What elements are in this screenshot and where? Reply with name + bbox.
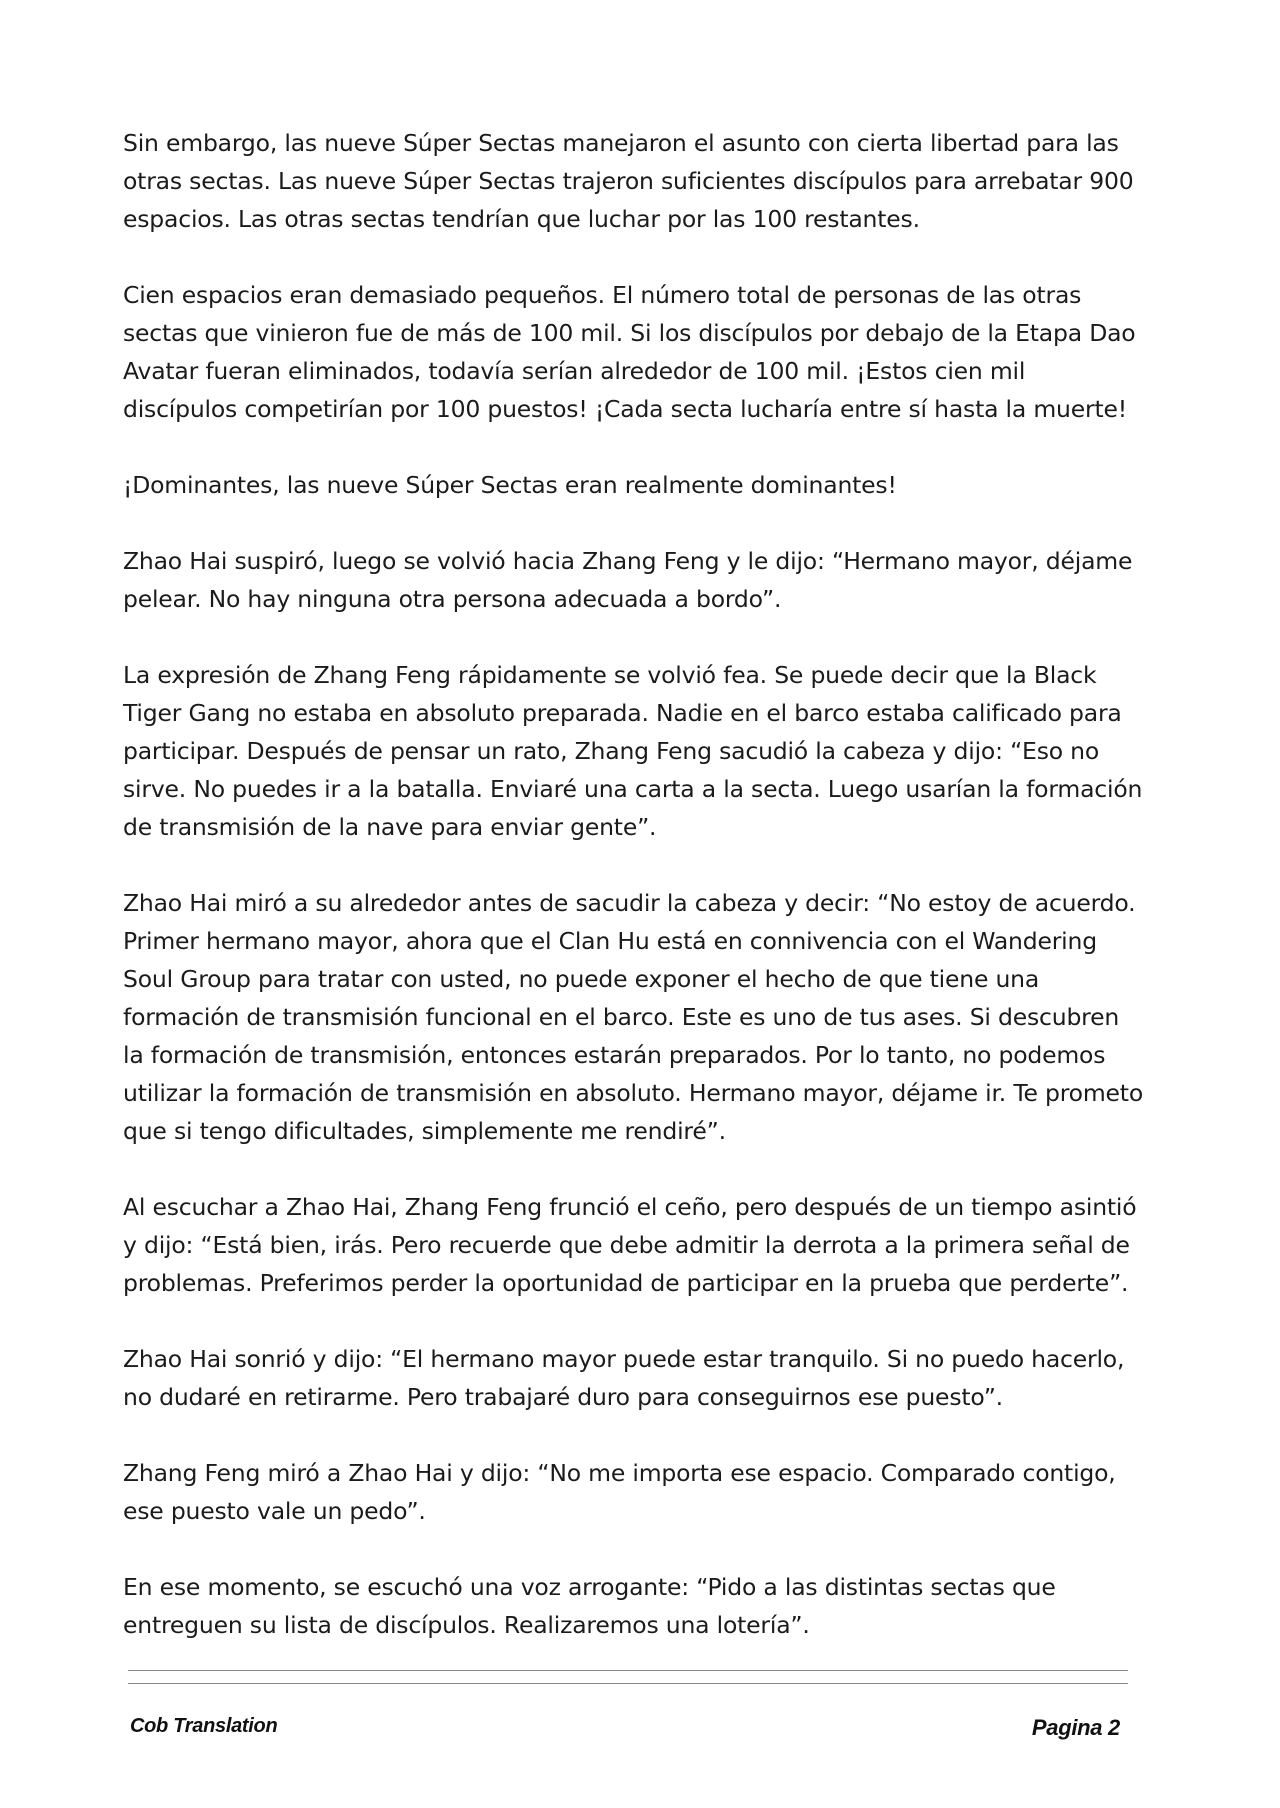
paragraph: ¡Dominantes, las nueve Súper Sectas eran realmente dominantes! xyxy=(123,471,897,499)
footer-translator-name: Cob Translation xyxy=(130,1715,278,1737)
paragraph: Zhao Hai miró a su alrededor antes de sacudir la cabeza y decir: “No estoy de acuerdo. Primer hermano mayor, ahora que el Clan Hu está en connivencia con el Wandering Soul Group para tratar con usted, no puede exponer el hecho de que tiene una formación de transmisión funcional en el barco. Este es uno de tus ases. Si descubren la formación de transmisión, entonces estarán preparados. Por lo tanto, no podemos utilizar la formación de transmisión en absoluto. Hermano mayor, déjame ir. Te prometo que si tengo dificultades, simplemente me rendiré”. xyxy=(123,889,1144,1145)
footer-divider-top xyxy=(128,1670,1128,1671)
footer-page-number: Pagina 2 xyxy=(1031,1715,1120,1740)
paragraph: Zhao Hai suspiró, luego se volvió hacia Zhang Feng y le dijo: “Hermano mayor, déjame pelear. No hay ninguna otra persona adecuada a bordo”. xyxy=(123,547,1133,613)
body-text xyxy=(123,124,1143,1682)
paragraph: La expresión de Zhang Feng rápidamente se volvió fea. Se puede decir que la Black Tiger Gang no estaba en absoluto preparada. Nadie en el barco estaba calificado para participar. Después de pensar un rato, Zhang Feng sacudió la cabeza y dijo: “Eso no sirve. No puedes ir a la batalla. Enviaré una carta a la secta. Luego usarían la formación de transmisión de la nave para enviar gente”. xyxy=(123,661,1143,841)
paragraph: Zhang Feng miró a Zhao Hai y dijo: “No me importa ese espacio. Comparado contigo, ese puesto vale un pedo”. xyxy=(123,1459,1116,1525)
footer-divider-bottom xyxy=(128,1683,1128,1684)
paragraph: Cien espacios eran demasiado pequeños. El número total de personas de las otras sectas que vinieron fue de más de 100 mil. Si los discípulos por debajo de la Etapa Dao Avatar fueran eliminados, todavía serían alrededor de 100 mil. ¡Estos cien mil discípulos competirían por 100 puestos! ¡Cada secta lucharía entre sí hasta la muerte! xyxy=(123,281,1136,423)
paragraph: En ese momento, se escuchó una voz arrogante: “Pido a las distintas sectas que entreguen su lista de discípulos. Realizaremos una lotería”. xyxy=(123,1573,1056,1639)
paragraph: Al escuchar a Zhao Hai, Zhang Feng frunció el ceño, pero después de un tiempo asintió y dijo: “Está bien, irás. Pero recuerde que debe admitir la derrota a la primera señal de problemas. Preferimos perder la oportunidad de participar en la prueba que perderte”. xyxy=(123,1193,1137,1297)
paragraph: Zhao Hai sonrió y dijo: “El hermano mayor puede estar tranquilo. Si no puedo hacerlo, no dudaré en retirarme. Pero trabajaré duro para conseguirnos ese puesto”. xyxy=(123,1345,1125,1411)
paragraph: Sin embargo, las nueve Súper Sectas manejaron el asunto con cierta libertad para las otras sectas. Las nueve Súper Sectas trajeron suficientes discípulos para arrebatar 900 espacios. Las otras sectas tendrían que luchar por las 100 restantes. xyxy=(123,129,1134,233)
